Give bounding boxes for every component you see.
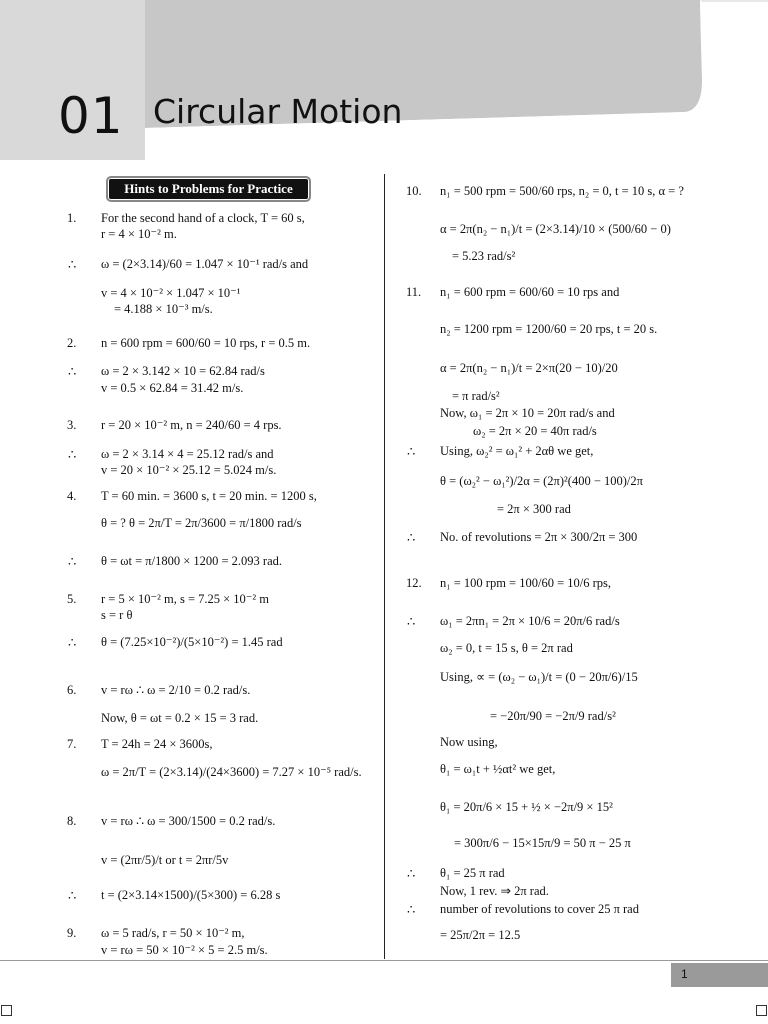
problem-line: α = 2π(n₂ − n₁)/t = 2×π(20 − 10)/20 <box>440 361 618 375</box>
problem-line: Now, θ = ωt = 0.2 × 15 = 3 rad. <box>101 711 259 725</box>
problem-line: = 5.23 rad/s² <box>452 249 516 263</box>
chapter-title: Circular Motion <box>153 92 403 131</box>
problem-number: 1. <box>67 211 77 225</box>
problem-line: v = (2πr/5)/t or t = 2πr/5v <box>101 853 229 867</box>
therefore-symbol: ∴ <box>407 444 416 459</box>
problem-line: No. of revolutions = 2π × 300/2π = 300 <box>440 530 638 544</box>
page-number: 1 <box>681 967 688 981</box>
problem-number: 3. <box>67 418 77 432</box>
problem-line: r = 4 × 10⁻² m. <box>101 227 177 241</box>
problem-line: v = rω = 50 × 10⁻² × 5 = 2.5 m/s. <box>101 943 268 957</box>
problem-line: Now, ω₁ = 2π × 10 = 20π rad/s and <box>440 406 615 420</box>
problem-line: = 25π/2π = 12.5 <box>440 928 521 942</box>
section-badge-label: Hints to Problems for Practice <box>124 181 293 196</box>
problem-number: 5. <box>67 592 77 606</box>
problem-line: ω = 2 × 3.142 × 10 = 62.84 rad/s <box>101 364 265 378</box>
problem-line: s = r θ <box>101 608 133 622</box>
therefore-symbol: ∴ <box>68 364 77 379</box>
problem-number: 12. <box>406 576 422 590</box>
problem-line: Now using, <box>440 735 498 749</box>
problem-number: 9. <box>67 926 77 940</box>
problem-line: θ = (ω₂² − ω₁²)/2α = (2π)²(400 − 100)/2π <box>440 474 643 488</box>
problem-line: For the second hand of a clock, T = 60 s, <box>101 211 305 225</box>
problem-line: θ₁ = ω₁t + ½αt² we get, <box>440 762 556 776</box>
therefore-symbol: ∴ <box>68 635 77 650</box>
problem-line: n₁ = 100 rpm = 100/60 = 10/6 rps, <box>440 576 611 590</box>
problem-line: n = 600 rpm = 600/60 = 10 rps, r = 0.5 m. <box>101 336 311 350</box>
problem-line: α = 2π(n₂ − n₁)/t = (2×3.14)/10 × (500/60 − 0) <box>440 222 671 236</box>
problem-line: ω = 2 × 3.14 × 4 = 25.12 rad/s and <box>101 447 274 461</box>
therefore-symbol: ∴ <box>68 554 77 569</box>
corner-mark-right <box>756 1005 767 1016</box>
problem-line: ω₂ = 0, t = 15 s, θ = 2π rad <box>440 641 573 655</box>
problem-line: Now, 1 rev. ⇒ 2π rad. <box>440 884 549 898</box>
problem-line: = 2π × 300 rad <box>497 502 571 516</box>
problem-line: v = 20 × 10⁻² × 25.12 = 5.024 m/s. <box>101 463 277 477</box>
problem-number: 2. <box>67 336 77 350</box>
chapter-number: 01 <box>58 87 124 145</box>
problem-number: 11. <box>406 285 422 299</box>
problem-line: ω = 2π/T = (2×3.14)/(24×3600) = 7.27 × 10⁻⁵ rad/s. <box>101 765 362 779</box>
problem-line: θ₁ = 20π/6 × 15 + ½ × −2π/9 × 15² <box>440 800 613 814</box>
therefore-symbol: ∴ <box>407 866 416 881</box>
therefore-symbol: ∴ <box>407 530 416 545</box>
section-badge <box>108 178 309 200</box>
therefore-symbol: ∴ <box>68 447 77 462</box>
problem-line: ω = 5 rad/s, r = 50 × 10⁻² m, <box>101 926 245 940</box>
problem-line: θ = (7.25×10⁻²)/(5×10⁻²) = 1.45 rad <box>101 635 283 649</box>
problem-line: θ₁ = 25 π rad <box>440 866 505 880</box>
problem-line: t = (2×3.14×1500)/(5×300) = 6.28 s <box>101 888 281 902</box>
problem-number: 4. <box>67 489 77 503</box>
problem-line: θ = ? θ = 2π/T = 2π/3600 = π/1800 rad/s <box>101 516 302 530</box>
problem-line: T = 24h = 24 × 3600s, <box>101 737 213 751</box>
therefore-symbol: ∴ <box>68 888 77 903</box>
problem-line: ω = (2×3.14)/60 = 1.047 × 10⁻¹ rad/s and <box>101 257 309 271</box>
problem-line: n₂ = 1200 rpm = 1200/60 = 20 rps, t = 20 s. <box>440 322 658 336</box>
problem-line: = 4.188 × 10⁻³ m/s. <box>114 302 213 316</box>
problem-line: v = rω ∴ ω = 300/1500 = 0.2 rad/s. <box>101 814 276 828</box>
page-number-box <box>671 963 768 987</box>
problem-line: ω₂ = 2π × 20 = 40π rad/s <box>473 424 597 438</box>
problem-line: n₁ = 500 rpm = 500/60 rps, n₂ = 0, t = 10 s, α = ? <box>440 184 684 198</box>
footer-rule <box>0 960 768 961</box>
problem-line: r = 5 × 10⁻² m, s = 7.25 × 10⁻² m <box>101 592 269 606</box>
problem-line: Using, ω₂² = ω₁² + 2αθ we get, <box>440 444 594 458</box>
problem-number: 10. <box>406 184 422 198</box>
problem-line: ω₁ = 2πn₁ = 2π × 10/6 = 20π/6 rad/s <box>440 614 620 628</box>
column-divider <box>384 174 385 959</box>
problem-line: v = 0.5 × 62.84 = 31.42 m/s. <box>101 381 244 395</box>
problem-line: = 300π/6 − 15×15π/9 = 50 π − 25 π <box>454 836 631 850</box>
problem-line: T = 60 min. = 3600 s, t = 20 min. = 1200 s, <box>101 489 317 503</box>
therefore-symbol: ∴ <box>407 902 416 917</box>
problem-number: 6. <box>67 683 77 697</box>
problem-line: v = 4 × 10⁻² × 1.047 × 10⁻¹ <box>101 286 241 300</box>
problem-line: v = rω ∴ ω = 2/10 = 0.2 rad/s. <box>101 683 251 697</box>
problem-line: Using, ∝ = (ω₂ − ω₁)/t = (0 − 20π/6)/15 <box>440 670 638 684</box>
therefore-symbol: ∴ <box>407 614 416 629</box>
problem-line: = −20π/90 = −2π/9 rad/s² <box>490 709 616 723</box>
problem-line: n₁ = 600 rpm = 600/60 = 10 rps and <box>440 285 620 299</box>
problem-line: θ = ωt = π/1800 × 1200 = 2.093 rad. <box>101 554 283 568</box>
problem-line: r = 20 × 10⁻² m, n = 240/60 = 4 rps. <box>101 418 282 432</box>
problem-number: 8. <box>67 814 77 828</box>
problem-number: 7. <box>67 737 77 751</box>
therefore-symbol: ∴ <box>68 257 77 272</box>
corner-mark-left <box>1 1005 12 1016</box>
problem-line: number of revolutions to cover 25 π rad <box>440 902 639 916</box>
problem-line: = π rad/s² <box>452 389 500 403</box>
